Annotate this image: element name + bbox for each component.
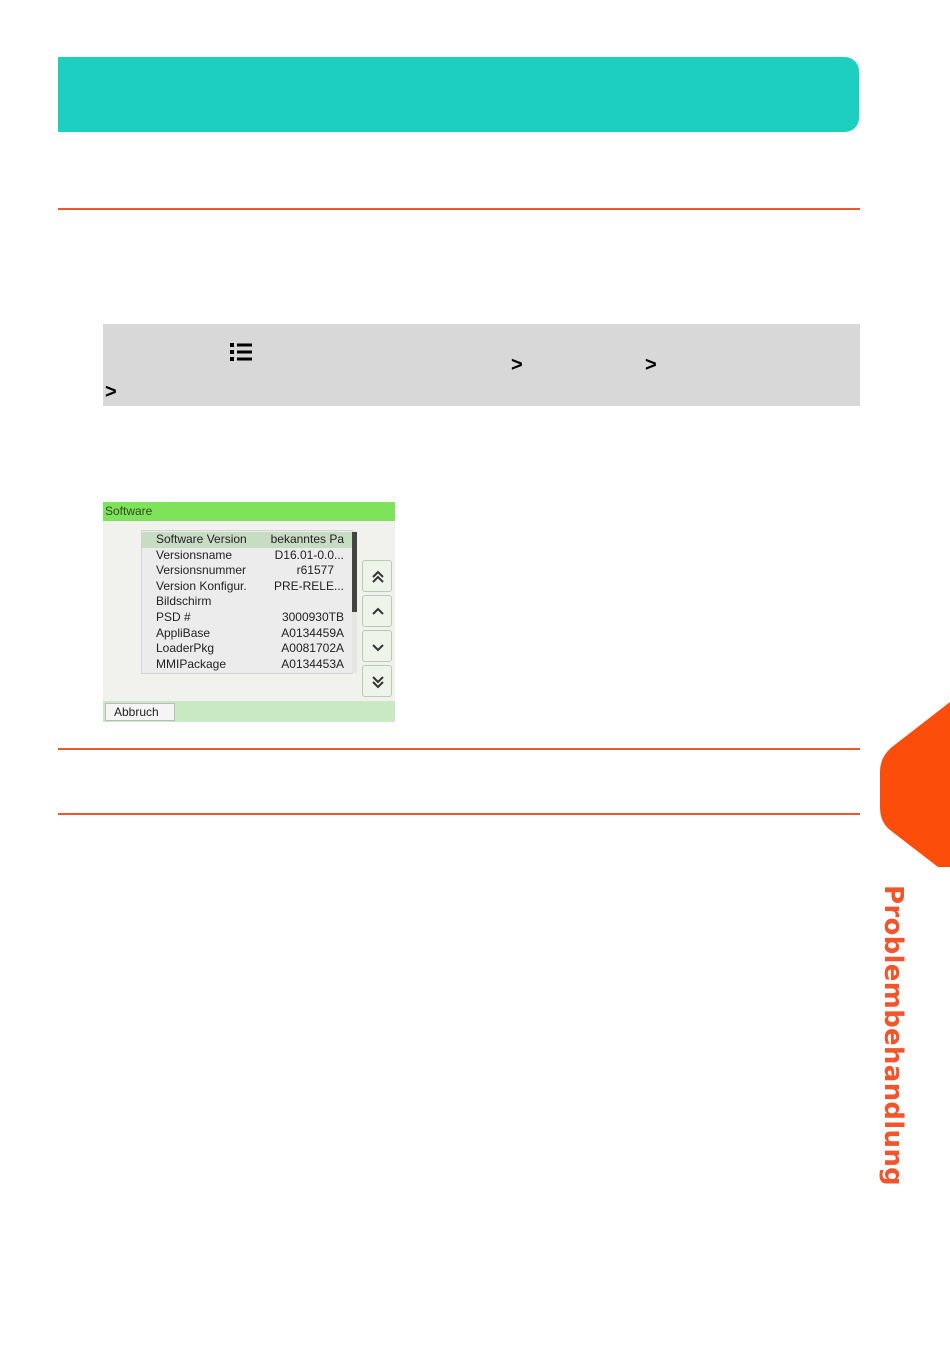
double-chevron-down-icon bbox=[370, 674, 386, 690]
page-up-button[interactable] bbox=[362, 560, 392, 592]
page-down-button[interactable] bbox=[362, 665, 392, 697]
screen-title: Software bbox=[103, 502, 395, 521]
menu-path bbox=[103, 324, 860, 406]
row-key: Version Konfigur. bbox=[156, 578, 247, 593]
chevron-up-icon bbox=[370, 604, 386, 620]
row-value: bekanntes Pa bbox=[270, 532, 344, 546]
row-value: A0134453A bbox=[281, 656, 344, 671]
row-value: 3000930TB bbox=[281, 610, 344, 624]
divider-middle bbox=[58, 748, 860, 750]
path-separator: > bbox=[645, 354, 657, 376]
row-value: D16.01-0.0... bbox=[274, 547, 344, 562]
row-value: r61577 bbox=[296, 563, 334, 578]
header-band bbox=[58, 57, 859, 132]
row-key: Versionsname bbox=[156, 547, 233, 562]
path-separator: > bbox=[105, 381, 117, 403]
list-item[interactable] bbox=[142, 594, 352, 610]
chevron-down-icon bbox=[370, 639, 386, 655]
row-key: Versionsnummer bbox=[156, 563, 247, 578]
row-key: MMIPackage bbox=[156, 656, 227, 671]
list-item[interactable] bbox=[142, 532, 352, 548]
chapter-tab bbox=[880, 702, 950, 867]
list-item[interactable] bbox=[142, 548, 352, 564]
row-key: PSD # bbox=[156, 610, 191, 624]
software-info-list[interactable] bbox=[141, 530, 353, 674]
list-item[interactable] bbox=[142, 657, 352, 673]
software-screen bbox=[103, 502, 395, 722]
scrollbar-thumb[interactable] bbox=[352, 532, 357, 612]
row-value: A0081702A bbox=[281, 641, 344, 656]
row-key: Software Version bbox=[156, 532, 247, 546]
divider-bottom bbox=[58, 813, 860, 815]
cancel-button[interactable]: Abbruch bbox=[105, 703, 175, 721]
scroll-down-button[interactable] bbox=[362, 630, 392, 662]
double-chevron-up-icon bbox=[370, 569, 386, 585]
list-item[interactable] bbox=[142, 563, 352, 579]
path-separator: > bbox=[511, 354, 523, 376]
list-item[interactable] bbox=[142, 641, 352, 657]
list-menu-icon bbox=[230, 342, 252, 362]
chapter-label-text: Problembehandlung bbox=[878, 885, 908, 1187]
row-key: LoaderPkg bbox=[156, 641, 215, 656]
list-item[interactable] bbox=[142, 610, 352, 626]
screen-bottom-bar bbox=[103, 701, 395, 722]
row-key: AppliBase bbox=[156, 625, 211, 640]
chapter-label bbox=[876, 885, 916, 1187]
list-item[interactable] bbox=[142, 626, 352, 642]
row-value: A0134459A bbox=[281, 625, 344, 640]
row-key: Bildschirm bbox=[156, 594, 212, 609]
scroll-up-button[interactable] bbox=[362, 595, 392, 627]
list-item[interactable] bbox=[142, 579, 352, 595]
row-value: PRE-RELE... bbox=[273, 578, 344, 593]
divider-top bbox=[58, 208, 860, 210]
